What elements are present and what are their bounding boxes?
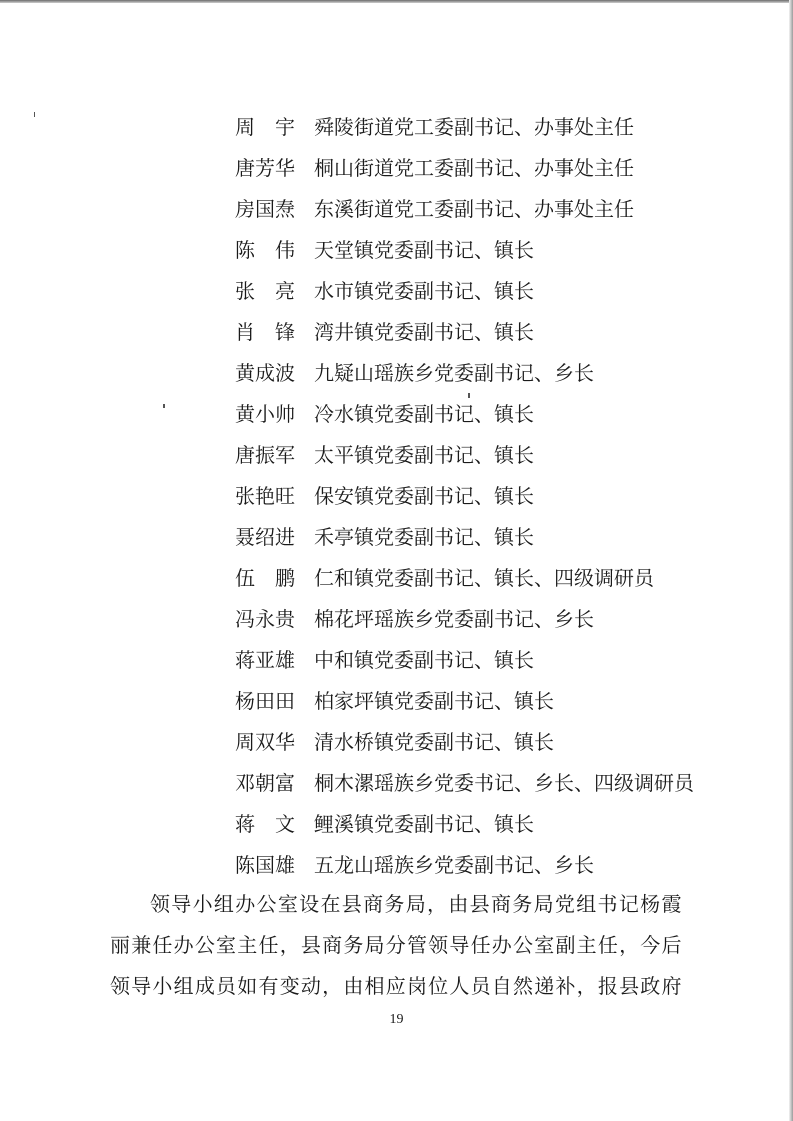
member-name: 张艳旺: [235, 484, 295, 508]
member-row: [0, 107, 793, 147]
member-name: 邓朝富: [235, 771, 295, 795]
member-title: 棉花坪瑶族乡党委副书记、乡长: [314, 607, 594, 631]
member-row: [0, 353, 793, 393]
member-name: 唐振军: [235, 443, 295, 467]
member-name: 蒋亚雄: [235, 648, 295, 672]
member-title: 清水桥镇党委副书记、镇长: [314, 730, 554, 754]
member-name: 张亮: [235, 279, 295, 303]
member-row: [0, 845, 793, 885]
member-row: [0, 517, 793, 557]
member-name: 蒋文: [235, 812, 295, 836]
member-name: 陈国雄: [235, 853, 295, 877]
member-row: [0, 558, 793, 598]
page-number: 19: [389, 1012, 404, 1027]
member-name: 肖锋: [235, 320, 295, 344]
member-title: 水市镇党委副书记、镇长: [314, 279, 534, 303]
member-row: [0, 599, 793, 639]
member-row: [0, 804, 793, 844]
member-title: 东溪街道党工委副书记、办事处主任: [314, 197, 634, 221]
member-title: 五龙山瑶族乡党委副书记、乡长: [314, 853, 594, 877]
member-name: 周宇: [235, 115, 295, 139]
member-name: 陈伟: [235, 238, 295, 262]
member-name: 周双华: [235, 730, 295, 754]
member-name: 唐芳华: [235, 156, 295, 180]
member-title: 桐山街道党工委副书记、办事处主任: [314, 156, 634, 180]
member-row: [0, 476, 793, 516]
member-title: 太平镇党委副书记、镇长: [314, 443, 534, 467]
member-row: [0, 189, 793, 229]
member-name: 房国焘: [235, 197, 295, 221]
member-row: [0, 681, 793, 721]
member-title: 湾井镇党委副书记、镇长: [314, 320, 534, 344]
member-row: [0, 148, 793, 188]
member-name: 黄小帅: [235, 402, 295, 426]
member-title: 柏家坪镇党委副书记、镇长: [314, 689, 554, 713]
member-title: 中和镇党委副书记、镇长: [314, 648, 534, 672]
member-row: [0, 640, 793, 680]
member-name: 黄成波: [235, 361, 295, 385]
member-row: [0, 230, 793, 270]
member-title: 桐木漯瑶族乡党委书记、乡长、四级调研员: [314, 771, 694, 795]
member-name: 聂绍进: [235, 525, 295, 549]
member-title: 天堂镇党委副书记、镇长: [314, 238, 534, 262]
member-title: 仁和镇党委副书记、镇长、四级调研员: [314, 566, 654, 590]
member-title: 舜陵街道党工委副书记、办事处主任: [314, 115, 634, 139]
member-name: 伍鹏: [235, 566, 295, 590]
member-row: [0, 763, 793, 803]
member-name: 杨田田: [235, 689, 295, 713]
office-paragraph: 领导小组办公室设在县商务局，由县商务局党组书记杨霞丽兼任办公室主任，县商务局分管领导任办公室副主任，今后领导小组成员如有变动，由相应岗位人员自然递补，报县政府: [110, 892, 682, 998]
member-title: 禾亭镇党委副书记、镇长: [314, 525, 534, 549]
member-title: 冷水镇党委副书记、镇长: [314, 402, 534, 426]
member-row: [0, 435, 793, 475]
member-name: 冯永贵: [235, 607, 295, 631]
member-title: 保安镇党委副书记、镇长: [314, 484, 534, 508]
member-row: [0, 722, 793, 762]
member-row: [0, 271, 793, 311]
member-title: 九疑山瑶族乡党委副书记、乡长: [314, 361, 594, 385]
member-row: [0, 394, 793, 434]
member-title: 鲤溪镇党委副书记、镇长: [314, 812, 534, 836]
member-row: [0, 312, 793, 352]
